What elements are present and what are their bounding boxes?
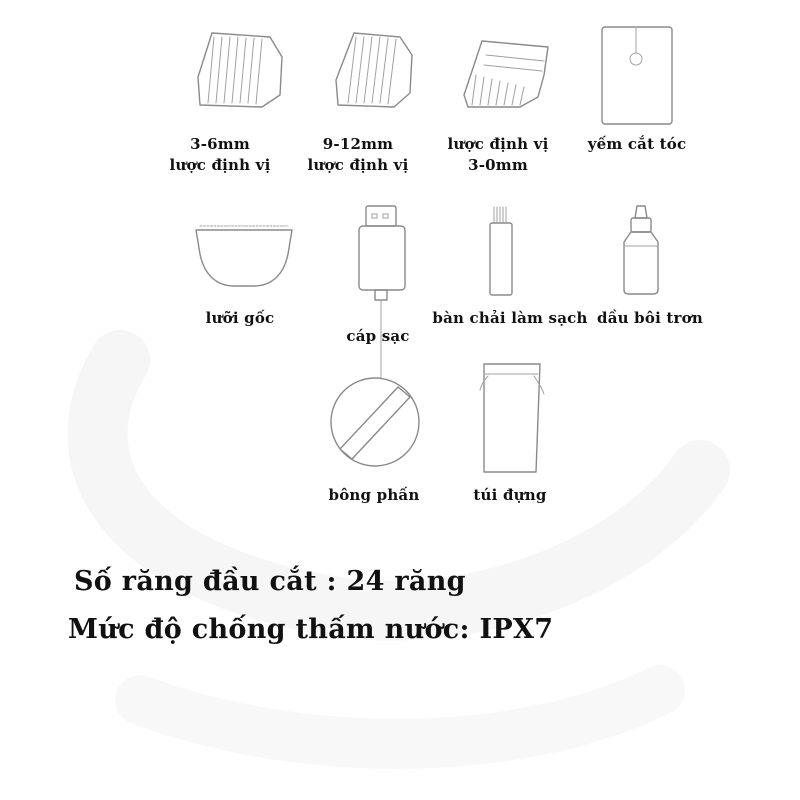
comb-icon bbox=[458, 35, 558, 115]
powder-puff-icon bbox=[328, 375, 422, 469]
accessory-label-line1: 3-6mm bbox=[190, 135, 250, 153]
blade-icon bbox=[194, 222, 294, 288]
comb-icon bbox=[330, 25, 420, 115]
accessory-label-line1: bàn chải làm sạch bbox=[432, 309, 588, 327]
oil-bottle-icon bbox=[620, 204, 662, 296]
accessory-label-line1: bông phấn bbox=[328, 486, 420, 504]
accessory-label-line2: lược định vị bbox=[169, 156, 271, 174]
cleaning-brush-icon bbox=[486, 205, 516, 297]
storage-bag-icon bbox=[474, 360, 546, 476]
accessory-label-line2: 3-0mm bbox=[468, 156, 528, 174]
accessory-label-line1: dầu bôi trơn bbox=[597, 309, 703, 327]
teeth-count-spec: Số răng đầu cắt : 24 răng bbox=[74, 566, 466, 597]
accessory-label-line1: cáp sạc bbox=[346, 327, 410, 345]
accessory-label-line1: lưỡi gốc bbox=[205, 309, 275, 327]
cape-icon bbox=[600, 25, 675, 127]
accessory-label-line2: lược định vị bbox=[307, 156, 409, 174]
accessory-label-line1: 9-12mm bbox=[322, 135, 394, 153]
accessory-label-line1: túi đựng bbox=[473, 486, 547, 504]
comb-icon bbox=[190, 25, 290, 115]
usb-cable-icon bbox=[355, 204, 410, 379]
waterproof-rating-spec: Mức độ chống thấm nước: IPX7 bbox=[68, 614, 554, 645]
accessory-label-line1: yếm cắt tóc bbox=[587, 135, 687, 153]
accessory-label-line1: lược định vị bbox=[447, 135, 549, 153]
